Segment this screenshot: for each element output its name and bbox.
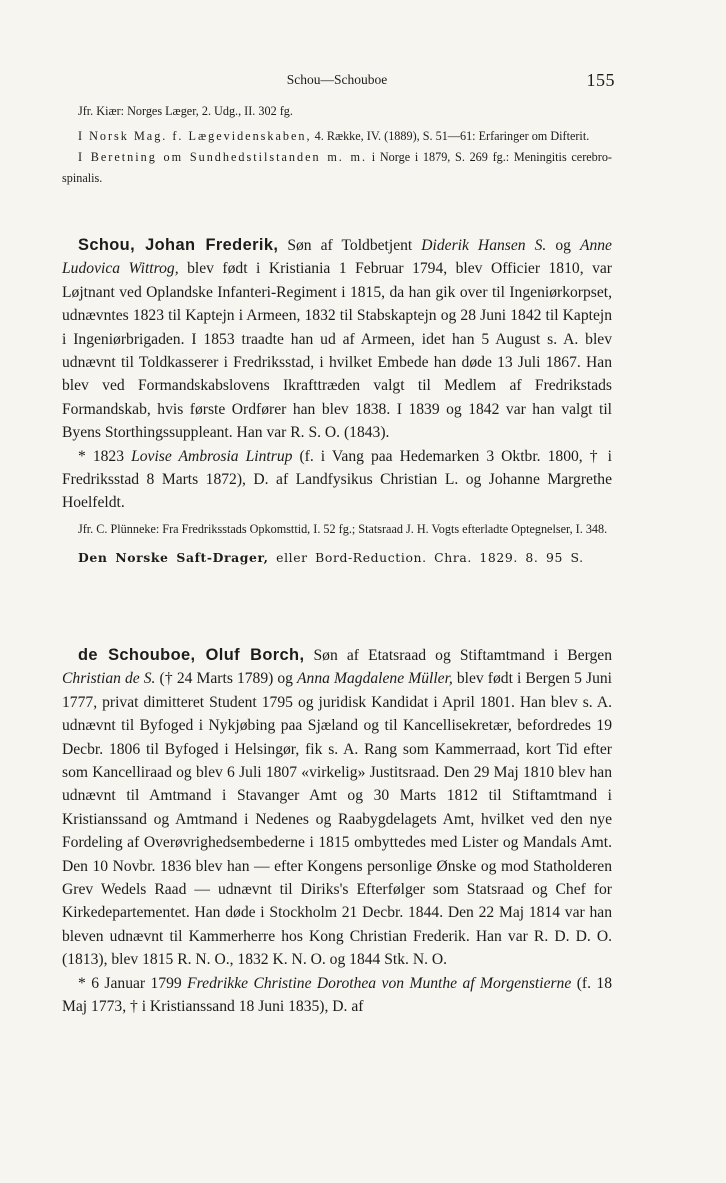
bibliography-top — [62, 101, 612, 189]
reference-line: Jfr. Kiær: Norges Læger, 2. Udg., II. 302 fg. — [78, 104, 293, 118]
entry-heading: Schou, Johan Frederik, — [78, 236, 279, 254]
entry-paragraph: de Schouboe, Oluf Borch, Søn af Etatsraad og Stiftamtmand i Bergen Christian de S. († 24 Marts 1789) og Anna Magdalene Müller, blev født i Bergen 5 Juni 1777, privat dimitteret Student 1795 og juridisk Kandidat i April 1801. Han blev s. A. udnævnt til Byfoged i Nykjøbing paa Sjæland og til Kancellisekretær, befordredes 19 Decbr. 1806 til Byfoged i Helsingør, fik s. A. Rang som Kammerraad, kort Tid efter som Kancelliraad og blev 6 Juli 1807 «virkelig» Justitsraad. Den 29 Maj 1810 blev han udnævnt til Amtmand i Stavanger Amt og 30 Marts 1812 til Stiftamtmand i Kristianssand og Amtmand i Nedenes og Raabygdelagets Amt, hvilket ved den nye Fordeling af Overøvrighedsembederne i 1815 ombyttedes med Lister og Mandals Amt. Den 10 Novbr. 1836 blev han — efter Kongens personlige Ønske og mod Statholderen Grev Wedels Raad — udnævnt til Diriks's Efterfølger som Statsraad og Chef for Kirkedepartementet. Han døde i Stockholm 21 Decbr. 1844. Den 22 Maj 1814 var han bleven udnævnt til Kammerherre hos Kong Christian Frederik. Han var R. D. D. O. (1813), blev 1815 R. N. O., 1832 K. N. O. og 1844 Stk. N. O. — [62, 646, 612, 969]
reference-line: I Beretning om Sundhedstilstanden m. m. i Norge i 1879, S. 269 fg.: Meningitis cerebro-spinalis. — [62, 150, 612, 185]
marriage-paragraph: * 6 Januar 1799 Fredrikke Christine Dorothea von Munthe af Morgenstierne (f. 18 Maj 1773, † i Kristianssand 18 Juni 1835), D. af — [62, 974, 612, 1016]
running-head — [62, 68, 615, 92]
entry-paragraph: Schou, Johan Frederik, Søn af Toldbetjent Diderik Hansen S. og Anne Ludovica Wittrog, blev født i Kristiania 1 Februar 1794, blev Officier 1810, var Løjtnant ved Oplandske Infanteri-Regiment i 1815, da han gik over til Ingeniørkorpset, udnævntes 1823 til Kaptejn i Armeen, 1832 til Stabskaptejn og 28 Juni 1842 til Kaptejn i Ingeniørbrigaden. I 1853 traadte han ud af Armeen, idet han 5 August s. A. blev udnævnt til Toldkasserer i Fredriksstad, i hvilket Embede han døde 13 Juli 1867. Han blev ved Formandskabslovens Ikrafttræden valgt til Medlem af Fredrikstads Formandskab, hvis første Ordfører han blev 1838. I 1839 og 1842 var han valgt til Byens Storthingssuppleant. Han var R. S. O. (1843). — [62, 236, 612, 442]
book-title-line: Den Norske Saft-Drager, eller Bord-Reduction. Chra. 1829. 8. 95 S. — [78, 549, 584, 565]
marriage-paragraph: * 1823 Lovise Ambrosia Lintrup (f. i Vang paa Hedemarken 3 Oktbr. 1800, † i Fredriksstad 8 Marts 1872), D. af Landfysikus Christian L. og Johanne Margrethe Hoelfeldt. — [62, 447, 613, 512]
running-title: Schou—Schouboe — [286, 72, 388, 87]
entry-de-schouboe-oluf-borch — [62, 644, 612, 1019]
entry-schou-johan-frederik — [62, 234, 612, 569]
reference-line: I Norsk Mag. f. Lægevidenskaben, 4. Række, IV. (1889), S. 51—61: Erfaringer om Difterit. — [78, 129, 590, 143]
page-number: 155 — [586, 70, 615, 90]
reference-line: Jfr. C. Plünneke: Fra Fredriksstads Opkomsttid, I. 52 fg.; Statsraad J. H. Vogts efterladte Optegnelser, I. 348. — [78, 521, 608, 536]
entry-heading: de Schouboe, Oluf Borch, — [78, 646, 305, 664]
